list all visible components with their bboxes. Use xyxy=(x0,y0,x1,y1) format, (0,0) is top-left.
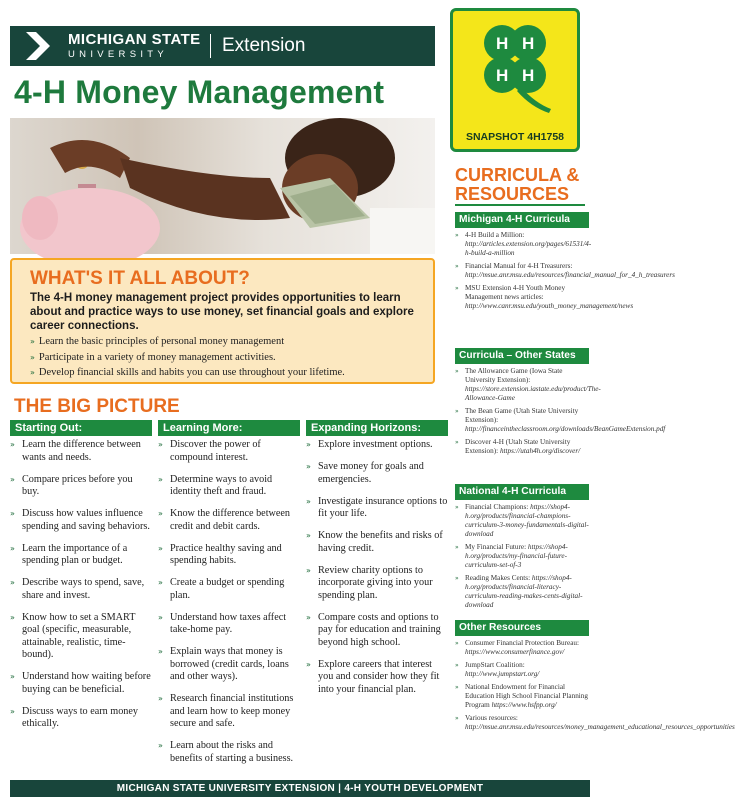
list-item xyxy=(10,439,152,464)
double-arrow-icon: » xyxy=(455,232,459,239)
snapshot-code: SNAPSHOT 4H1758 xyxy=(465,131,565,143)
list-item xyxy=(455,543,589,570)
list-item-text: Know the difference between credit and debit cards. xyxy=(170,508,291,532)
list-item xyxy=(158,543,300,568)
divider xyxy=(455,204,585,206)
resource-link[interactable]: https://shop4-h.org/products/financial-literacy-curriculum-reading-makes-cents-digital-download xyxy=(465,574,583,609)
list-item xyxy=(455,438,589,456)
list-item-text: Practice healthy saving and spending habits. xyxy=(170,542,282,566)
list-item xyxy=(455,714,735,732)
list-item xyxy=(455,661,589,679)
resource-link[interactable]: http://financeintheclassroom.org/downloads/BeanGameExtension.pdf xyxy=(465,425,666,433)
list-item-text: Participate in a variety of money management activities. xyxy=(38,351,276,363)
resource-link[interactable]: http://articles.extension.org/pages/61531/4-h-build-a-million xyxy=(465,240,592,257)
list-item xyxy=(455,683,589,710)
brand-line-1: MICHIGAN STATE xyxy=(68,31,201,48)
list-item xyxy=(158,577,300,602)
footer-bar: MICHIGAN STATE UNIVERSITY EXTENSION | 4-H YOUTH DEVELOPMENT xyxy=(10,780,590,797)
section-heading: Other Resources xyxy=(455,620,589,636)
double-arrow-icon: » xyxy=(455,662,459,669)
sidebar-title-line-1: CURRICULA & xyxy=(455,165,580,185)
column-heading: Learning More: xyxy=(158,420,300,436)
four-h-clover-icon xyxy=(469,17,561,113)
svg-text:H: H xyxy=(522,66,535,85)
double-arrow-icon: » xyxy=(30,368,35,377)
list-item xyxy=(30,365,345,381)
list-item xyxy=(455,574,589,610)
svg-text:H: H xyxy=(496,34,509,53)
about-box xyxy=(10,258,435,384)
list-item-text: Explain ways that money is borrowed (credit cards, loans and other ways). xyxy=(170,646,289,682)
double-arrow-icon: » xyxy=(455,408,459,415)
list-item xyxy=(10,508,152,533)
list-item-text: Know how to set a SMART goal (specific, measurable, attainable, realistic, time-bound). xyxy=(22,611,136,660)
msu-extension-banner xyxy=(10,26,435,66)
double-arrow-icon: » xyxy=(455,544,459,551)
list-item-text: Discuss ways to earn money ethically. xyxy=(22,705,139,729)
list-item xyxy=(455,639,589,657)
double-arrow-icon: » xyxy=(10,474,15,484)
section-michigan-curricula xyxy=(455,212,675,315)
list-item-text: Know the benefits and risks of having credit. xyxy=(318,530,443,554)
list-item-text: Save money for goals and emergencies. xyxy=(318,461,424,485)
list-item xyxy=(306,659,448,697)
double-arrow-icon: » xyxy=(455,368,459,375)
double-arrow-icon: » xyxy=(10,612,15,622)
section-heading: Curricula – Other States xyxy=(455,348,589,364)
double-arrow-icon: » xyxy=(158,474,163,484)
resource-link[interactable]: https://shop4-h.org/products/my-financial-future-curriculum-set-of-3 xyxy=(465,543,568,569)
list-item-text: Describe ways to spend, save, share and invest. xyxy=(22,577,145,601)
resource-link[interactable]: http://www.jumpstart.org/ xyxy=(465,670,540,678)
double-arrow-icon: » xyxy=(455,684,459,691)
resource-name: The Allowance Game (Iowa State University Extension): xyxy=(465,367,563,384)
list-item xyxy=(455,407,666,434)
column-expanding-horizons xyxy=(306,420,448,706)
svg-text:H: H xyxy=(522,34,535,53)
list-item-text: Investigate insurance options to fit your life. xyxy=(318,495,448,519)
list-item xyxy=(455,231,592,258)
double-arrow-icon: » xyxy=(158,543,163,553)
double-arrow-icon: » xyxy=(10,706,15,716)
list-item xyxy=(30,334,345,350)
list-item xyxy=(158,740,300,765)
column-learning-more xyxy=(158,420,300,775)
double-arrow-icon: » xyxy=(306,612,311,622)
resource-link[interactable]: https://www.hsfpp.org/ xyxy=(491,701,557,709)
double-arrow-icon: » xyxy=(10,440,15,449)
about-lead: The 4-H money management project provides opportunities to learn about and practice ways to use money, set financial goals and explore career connections. xyxy=(30,292,414,332)
column-starting-out xyxy=(10,420,152,740)
big-picture-heading: THE BIG PICTURE xyxy=(14,396,180,417)
resource-name: JumpStart Coalition: xyxy=(465,661,525,669)
list-item xyxy=(30,350,345,366)
resource-name: 4-H Build a Million: xyxy=(465,231,525,239)
list-item-text: Understand how taxes affect take-home pay. xyxy=(170,611,287,635)
list-item-text: Compare costs and options to pay for education and training beyond high school. xyxy=(318,611,441,648)
list-item xyxy=(306,565,448,603)
sidebar-title xyxy=(455,166,579,204)
list-item-text: Develop financial skills and habits you can use throughout your lifetime. xyxy=(38,367,345,378)
double-arrow-icon: » xyxy=(455,439,459,446)
double-arrow-icon: » xyxy=(10,578,15,587)
resource-name: Various resources: xyxy=(465,714,518,722)
double-arrow-icon: » xyxy=(158,647,163,656)
double-arrow-icon: » xyxy=(10,543,15,553)
list-item xyxy=(306,530,448,555)
list-item xyxy=(306,496,448,521)
resource-link[interactable]: http://www.canr.msu.edu/youth_money_management/news xyxy=(465,302,634,310)
about-heading: WHAT'S IT ALL ABOUT? xyxy=(30,268,250,289)
list-item-text: Research financial institutions and learn how to keep money secure and safe. xyxy=(170,693,294,729)
list-item xyxy=(158,439,300,464)
list-item xyxy=(158,474,300,499)
svg-text:H: H xyxy=(496,66,509,85)
resource-link[interactable]: https://www.consumerfinance.gov/ xyxy=(465,648,565,656)
resource-name: Financial Champions: xyxy=(465,503,531,511)
list-item-text: Review charity options to incorporate giving into your spending plan. xyxy=(318,564,433,601)
section-national-curricula xyxy=(455,484,589,614)
resource-name: Consumer Financial Protection Bureau: xyxy=(465,639,579,647)
list-item-text: Determine ways to avoid identity theft and fraud. xyxy=(170,473,273,497)
divider xyxy=(210,34,211,58)
resource-link[interactable]: https://utah4h.org/discover/ xyxy=(499,447,581,455)
page-title: 4-H Money Management xyxy=(14,74,385,110)
about-list xyxy=(30,334,345,381)
double-arrow-icon: » xyxy=(158,509,163,518)
list-item-text: Learn the importance of a spending plan or budget. xyxy=(22,542,128,566)
list-item xyxy=(158,508,300,533)
double-arrow-icon: » xyxy=(455,715,459,722)
double-arrow-icon: » xyxy=(158,612,163,622)
list-item xyxy=(10,577,152,602)
section-heading: National 4-H Curricula xyxy=(455,484,589,500)
list-item xyxy=(306,612,448,650)
list-item xyxy=(158,693,300,731)
resource-name: The Bean Game (Utah State University Extension): xyxy=(465,407,579,424)
list-item xyxy=(10,543,152,568)
double-arrow-icon: » xyxy=(306,659,311,669)
double-arrow-icon: » xyxy=(306,496,311,506)
chevron-right-icon xyxy=(24,30,52,62)
double-arrow-icon: » xyxy=(30,337,35,346)
column-heading: Starting Out: xyxy=(10,420,152,436)
list-item xyxy=(10,706,152,731)
list-item xyxy=(158,646,300,684)
double-arrow-icon: » xyxy=(158,741,163,750)
list-item-text: Explore investment options. xyxy=(318,439,433,450)
list-item xyxy=(455,367,601,403)
list-item-text: Understand how waiting before buying can be beneficial. xyxy=(22,671,151,695)
hero-photo xyxy=(10,118,435,254)
section-other-states xyxy=(455,348,666,460)
resource-link[interactable]: http://msue.anr.msu.edu/resources/money_management_educational_resources_opportunities xyxy=(465,723,735,731)
list-item xyxy=(455,284,634,311)
resource-name: My Financial Future: xyxy=(465,543,528,551)
double-arrow-icon: » xyxy=(30,352,35,362)
list-item-text: Discuss how values influence spending and saving behaviors. xyxy=(22,508,150,532)
list-item-text: Create a budget or spending plan. xyxy=(170,577,285,601)
double-arrow-icon: » xyxy=(306,531,311,540)
list-item-text: Learn about the risks and benefits of starting a business. xyxy=(170,740,294,764)
list-item-text: Discover the power of compound interest. xyxy=(170,439,261,463)
double-arrow-icon: » xyxy=(158,578,163,587)
double-arrow-icon: » xyxy=(306,565,311,575)
list-item xyxy=(306,439,448,452)
resource-name: Financial Manual for 4-H Treasurers: xyxy=(465,262,573,270)
double-arrow-icon: » xyxy=(455,504,459,511)
column-heading: Expanding Horizons: xyxy=(306,420,448,436)
list-item-text: Compare prices before you buy. xyxy=(22,473,133,497)
brand-line-2: UNIVERSITY xyxy=(68,49,169,60)
msu-wordmark xyxy=(68,32,201,60)
double-arrow-icon: » xyxy=(306,440,311,449)
resource-name: Reading Makes Cents: xyxy=(465,574,532,582)
list-item-text: Learn the basic principles of personal money management xyxy=(38,336,285,347)
double-arrow-icon: » xyxy=(10,672,15,681)
section-other-resources xyxy=(455,620,735,736)
resource-name: Discover 4-H (Utah State University Extension): xyxy=(465,438,571,455)
four-h-logo-panel xyxy=(450,8,580,152)
list-item xyxy=(306,461,448,486)
list-item-text: Learn the difference between wants and needs. xyxy=(22,439,141,463)
double-arrow-icon: » xyxy=(455,263,459,270)
section-heading: Michigan 4-H Curricula xyxy=(455,212,589,228)
double-arrow-icon: » xyxy=(455,285,459,292)
double-arrow-icon: » xyxy=(10,509,15,518)
list-item xyxy=(158,612,300,637)
double-arrow-icon: » xyxy=(455,575,459,582)
double-arrow-icon: » xyxy=(455,640,459,647)
list-item-text: Explore careers that interest you and consider how they fit into your financial plan. xyxy=(318,658,440,695)
resource-name: National Endowment for Financial Education High School Financial Planning Program xyxy=(465,683,588,709)
resource-link[interactable]: https://shop4-h.org/products/financial-champions-curriculum-3-money-fundamentals-digital-download xyxy=(465,503,589,538)
list-item xyxy=(455,503,589,539)
extension-label: Extension xyxy=(222,35,306,56)
resource-link[interactable]: https://store.extension.iastate.edu/product/The-Allowance-Game xyxy=(465,385,601,402)
resource-link[interactable]: http://msue.anr.msu.edu/resources/financial_manual_for_4_h_treasurers xyxy=(465,271,675,279)
list-item xyxy=(455,262,675,280)
double-arrow-icon: » xyxy=(158,694,163,703)
sidebar-title-line-2: RESOURCES xyxy=(455,184,570,204)
list-item xyxy=(10,671,152,696)
list-item xyxy=(10,612,152,662)
resource-name: MSU Extension 4-H Youth Money Management news articles: xyxy=(465,284,566,301)
double-arrow-icon: » xyxy=(158,440,163,449)
list-item xyxy=(10,474,152,499)
double-arrow-icon: » xyxy=(306,462,311,471)
